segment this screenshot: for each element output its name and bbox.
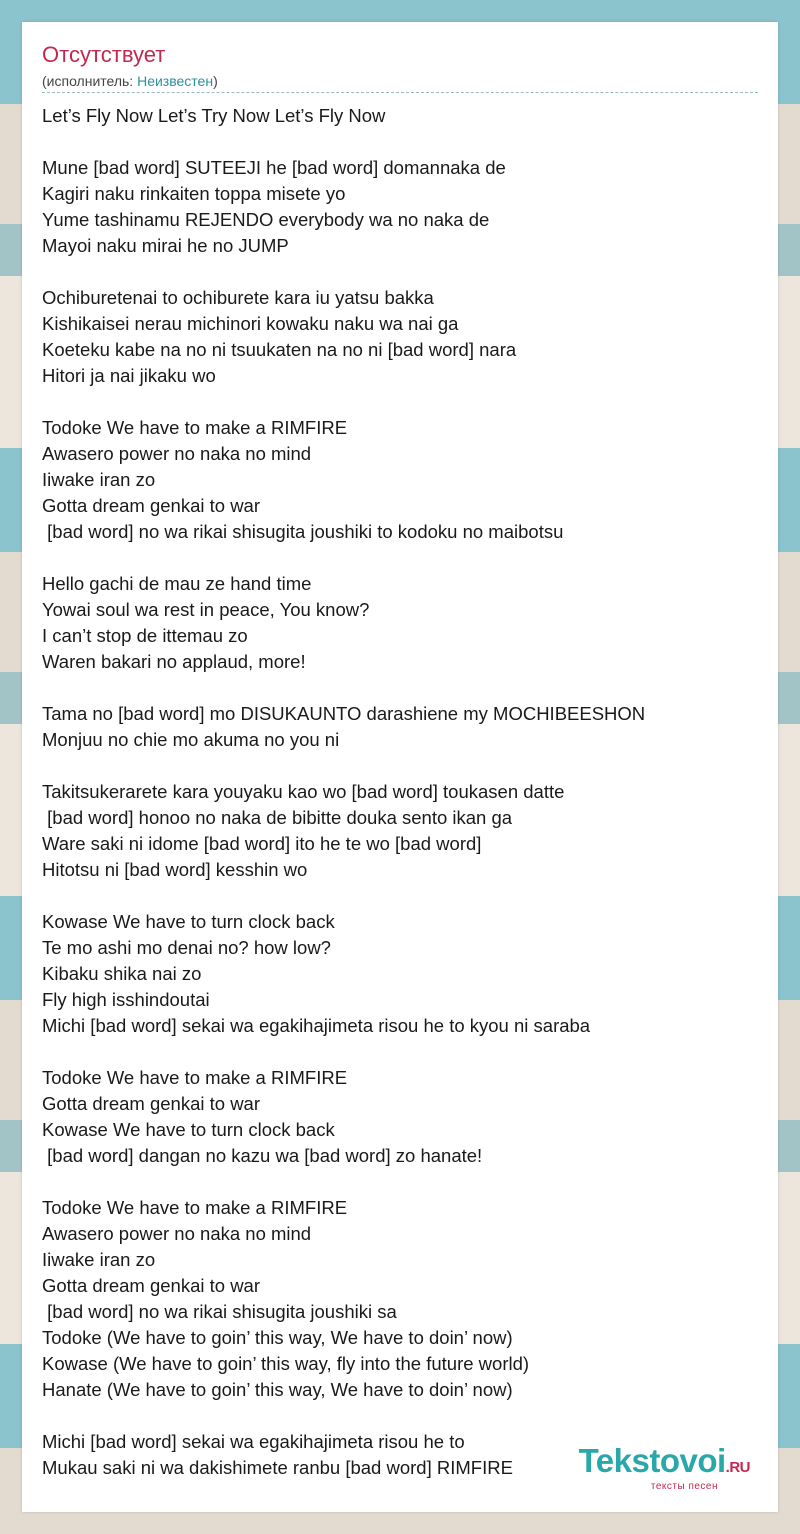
- lyric-line: Tama no [bad word] mo DISUKAUNTO darashiene my MOCHIBEESHON: [42, 703, 646, 724]
- stanza-gap: [42, 129, 758, 155]
- logo-tagline: тексты песен: [650, 1481, 718, 1492]
- site-logo[interactable]: [579, 1444, 750, 1492]
- lyric-line: Kibaku shika nai zo: [42, 963, 202, 984]
- lyric-line: Michi [bad word] sekai wa egakihajimeta risou he to kyou ni saraba: [42, 1015, 591, 1036]
- lyric-line: Hitori ja nai jikaku wo: [42, 365, 216, 386]
- lyrics-card: [22, 22, 778, 1512]
- song-title: Отсутствует: [42, 42, 166, 67]
- lyric-line: Yowai soul wa rest in peace, You know?: [42, 599, 370, 620]
- lyric-line: Mayoi naku mirai he no JUMP: [42, 235, 289, 256]
- stanza-gap: [42, 545, 758, 571]
- lyric-stanza: [42, 909, 758, 1039]
- lyric-line: [bad word] no wa rikai shisugita joushiki to kodoku no maibotsu: [42, 521, 564, 542]
- lyric-line: Kowase We have to turn clock back: [42, 911, 335, 932]
- lyric-line: [bad word] dangan no kazu wa [bad word] zo hanate!: [42, 1145, 483, 1166]
- stanza-gap: [42, 883, 758, 909]
- lyric-line: I can’t stop de ittemau zo: [42, 625, 248, 646]
- stanza-gap: [42, 1039, 758, 1065]
- lyric-line: Yume tashinamu REJENDO everybody wa no naka de: [42, 209, 490, 230]
- stanza-gap: [42, 753, 758, 779]
- lyric-stanza: [42, 155, 758, 259]
- lyric-stanza: [42, 701, 758, 753]
- lyric-line: Kagiri naku rinkaiten toppa misete yo: [42, 183, 346, 204]
- lyric-line: Awasero power no naka no mind: [42, 443, 312, 464]
- lyric-line: Ochiburetenai to ochiburete kara iu yatsu bakka: [42, 287, 434, 308]
- lyric-line: Gotta dream genkai to war: [42, 495, 260, 516]
- lyric-stanza: [42, 571, 758, 675]
- lyric-line: Ware saki ni idome [bad word] ito he te wo [bad word]: [42, 833, 482, 854]
- lyric-line: Mune [bad word] SUTEEJI he [bad word] domannaka de: [42, 157, 506, 178]
- lyric-line: [bad word] honoo no naka de bibitte douka sento ikan ga: [42, 807, 513, 828]
- lyric-line: Monjuu no chie mo akuma no you ni: [42, 729, 340, 750]
- lyric-line: Iiwake iran zo: [42, 1249, 156, 1270]
- lyric-line: Waren bakari no applaud, more!: [42, 651, 306, 672]
- lyric-line: [bad word] no wa rikai shisugita joushiki sa: [42, 1301, 397, 1322]
- logo-main-text: Tekstovoi: [578, 1442, 726, 1479]
- lyric-line: Gotta dream genkai to war: [42, 1275, 260, 1296]
- stanza-gap: [42, 1169, 758, 1195]
- lyric-stanza: [42, 1195, 758, 1403]
- lyric-line: Todoke We have to make a RIMFIRE: [42, 1197, 348, 1218]
- lyric-stanza: [42, 285, 758, 389]
- lyric-line: Todoke We have to make a RIMFIRE: [42, 417, 348, 438]
- lyric-line: Iiwake iran zo: [42, 469, 156, 490]
- lyric-line: Takitsukerarete kara youyaku kao wo [bad word] toukasen datte: [42, 781, 565, 802]
- lyric-line: Awasero power no naka no mind: [42, 1223, 312, 1244]
- lyric-line: Te mo ashi mo denai no? how low?: [42, 937, 331, 958]
- lyric-line: Michi [bad word] sekai wa egakihajimeta risou he to: [42, 1431, 465, 1452]
- stanza-gap: [42, 1403, 758, 1429]
- lyric-line: Mukau saki ni wa dakishimete ranbu [bad word] RIMFIRE: [42, 1457, 513, 1478]
- artist-line: [42, 72, 758, 93]
- artist-link[interactable]: Неизвестен: [137, 73, 214, 89]
- lyric-stanza: [42, 779, 758, 883]
- logo-tld: .RU: [725, 1459, 750, 1476]
- lyric-line: Hello gachi de mau ze hand time: [42, 573, 312, 594]
- song-header: [42, 42, 758, 93]
- artist-suffix: ): [213, 73, 218, 89]
- stanza-gap: [42, 675, 758, 701]
- stanza-gap: [42, 389, 758, 415]
- lyric-line: Fly high isshindoutai: [42, 989, 210, 1010]
- lyric-line: Todoke We have to make a RIMFIRE: [42, 1067, 348, 1088]
- lyric-stanza: [42, 1065, 758, 1169]
- lyric-line: Gotta dream genkai to war: [42, 1093, 260, 1114]
- artist-prefix: (исполнитель:: [42, 73, 138, 89]
- lyrics-body: [42, 103, 758, 1481]
- lyric-line: Let’s Fly Now Let’s Try Now Let’s Fly Now: [42, 105, 386, 126]
- lyric-stanza: [42, 415, 758, 545]
- lyric-line: Todoke (We have to goin’ this way, We have to doin’ now): [42, 1327, 513, 1348]
- lyric-line: Hanate (We have to goin’ this way, We have to doin’ now): [42, 1379, 513, 1400]
- stanza-gap: [42, 259, 758, 285]
- lyric-line: Hitotsu ni [bad word] kesshin wo: [42, 859, 308, 880]
- lyric-line: Kishikaisei nerau michinori kowaku naku wa nai ga: [42, 313, 459, 334]
- lyric-line: Koeteku kabe na no ni tsuukaten na no ni [bad word] nara: [42, 339, 517, 360]
- lyric-line: Kowase We have to turn clock back: [42, 1119, 335, 1140]
- lyric-stanza: [42, 103, 758, 129]
- lyric-line: Kowase (We have to goin’ this way, fly into the future world): [42, 1353, 530, 1374]
